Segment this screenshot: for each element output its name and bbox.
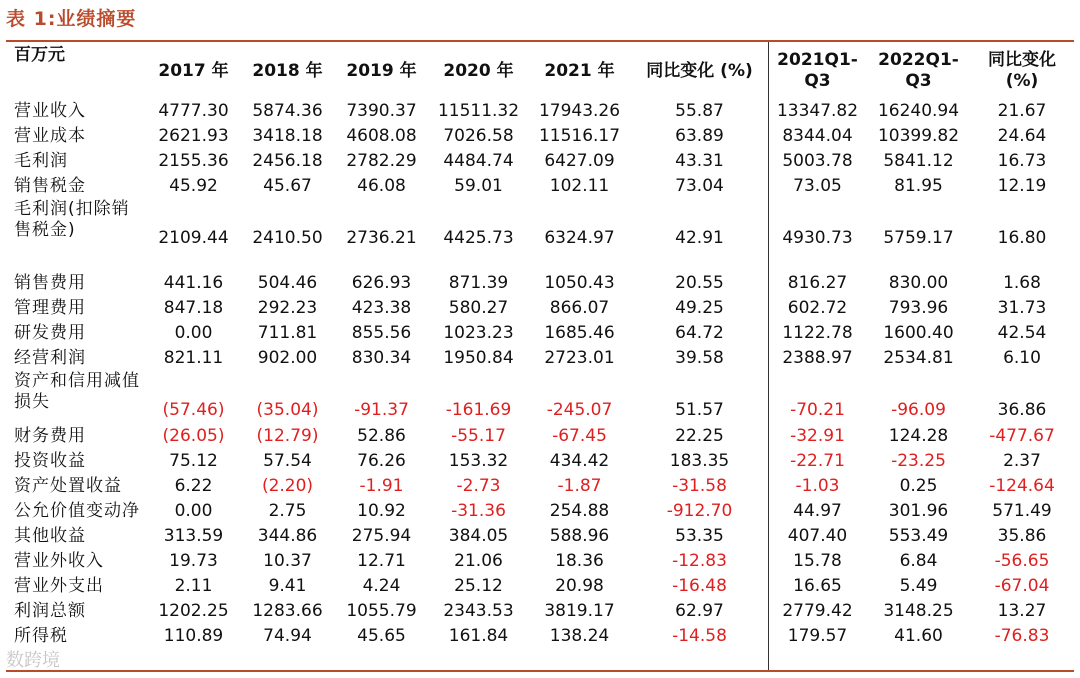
cell-value: 407.40 — [787, 526, 848, 546]
cell-value: -245.07 — [546, 400, 613, 420]
cell-value: 2456.18 — [252, 151, 323, 171]
cell-value: 2782.29 — [346, 151, 417, 171]
cell-value: 12.19 — [997, 176, 1047, 196]
performance-summary-table — [6, 43, 1074, 649]
cell-value: 434.42 — [549, 451, 610, 471]
cell-value: 124.28 — [888, 426, 949, 446]
table-row — [6, 524, 1074, 549]
row-label: 营业外支出 — [14, 576, 104, 596]
cell-value: 4484.74 — [443, 151, 514, 171]
cell-value: 24.64 — [997, 126, 1047, 146]
cell-value: -32.91 — [790, 426, 845, 446]
row-label: 公允价值变动净 — [14, 501, 140, 521]
row-label: 销售税金 — [14, 176, 86, 196]
cell-value: -76.83 — [994, 626, 1050, 646]
table-row — [6, 271, 1074, 296]
table-row — [6, 346, 1074, 371]
header-2017: 2017 年 — [158, 60, 229, 81]
header-2020: 2020 年 — [443, 60, 514, 81]
cell-value: 275.94 — [351, 526, 412, 546]
cell-value: 5874.36 — [252, 101, 323, 121]
cell-value: 292.23 — [257, 298, 318, 318]
cell-value: 183.35 — [669, 451, 730, 471]
table-row — [6, 321, 1074, 346]
cell-value: -14.58 — [672, 626, 727, 646]
cell-value: 36.86 — [997, 400, 1047, 420]
table-row — [6, 424, 1074, 449]
cell-value: 53.35 — [675, 526, 724, 546]
cell-value: 20.55 — [675, 273, 724, 293]
cell-value: 12.71 — [357, 551, 406, 571]
cell-value: -1.87 — [557, 476, 602, 496]
cell-value: 2109.44 — [158, 228, 229, 248]
cell-value: 4930.73 — [782, 228, 853, 248]
header-yoy-annual: 同比变化 (%) — [646, 60, 753, 81]
cell-value: 2.75 — [268, 501, 307, 521]
cell-value: 63.89 — [675, 126, 724, 146]
cell-value: 73.04 — [675, 176, 724, 196]
cell-value: 179.57 — [787, 626, 848, 646]
cell-value: 2534.81 — [883, 348, 954, 368]
row-label: 管理费用 — [14, 298, 86, 318]
cell-value: 45.67 — [263, 176, 312, 196]
cell-value: 45.65 — [357, 626, 406, 646]
cell-value: 74.94 — [263, 626, 312, 646]
cell-value: 51.57 — [675, 400, 724, 420]
cell-value: 793.96 — [888, 298, 949, 318]
cell-value: 76.26 — [357, 451, 406, 471]
header-2018: 2018 年 — [252, 60, 323, 81]
cell-value: -91.37 — [354, 400, 409, 420]
row-label: 所得税 — [14, 626, 68, 646]
cell-value: 11511.32 — [437, 101, 520, 121]
cell-value: 6427.09 — [544, 151, 615, 171]
cell-value: (12.79) — [256, 426, 319, 446]
row-label: 毛利润 — [14, 151, 68, 171]
cell-value: 3819.17 — [544, 601, 615, 621]
header-2021q1q3: 2021Q1-Q3 — [777, 50, 858, 91]
cell-value: 10399.82 — [877, 126, 960, 146]
cell-value: 1055.79 — [346, 601, 417, 621]
cell-value: 816.27 — [787, 273, 848, 293]
row-label: 投资收益 — [14, 451, 86, 471]
cell-value: 2736.21 — [346, 228, 417, 248]
cell-value: 602.72 — [787, 298, 848, 318]
cell-value: 1950.84 — [443, 348, 514, 368]
cell-value: 1283.66 — [252, 601, 323, 621]
cell-value: 504.46 — [257, 273, 318, 293]
cell-value: (26.05) — [162, 426, 225, 446]
cell-value: -2.73 — [456, 476, 501, 496]
table-row — [6, 124, 1074, 149]
cell-value: 866.07 — [549, 298, 610, 318]
cell-value: -67.04 — [994, 576, 1050, 596]
cell-value: 59.01 — [454, 176, 503, 196]
cell-value: -22.71 — [790, 451, 845, 471]
cell-value: -31.58 — [672, 476, 727, 496]
cell-value: 626.93 — [351, 273, 412, 293]
header-unit: 百万元 — [14, 45, 65, 65]
cell-value: 553.49 — [888, 526, 949, 546]
cell-value: 161.84 — [448, 626, 509, 646]
cell-value: 81.95 — [894, 176, 943, 196]
cell-value: 2621.93 — [158, 126, 229, 146]
cell-value: 1685.46 — [544, 323, 615, 343]
cell-value: 5759.17 — [883, 228, 954, 248]
cell-value: -124.64 — [989, 476, 1055, 496]
cell-value: 1023.23 — [443, 323, 514, 343]
cell-value: 5.49 — [899, 576, 938, 596]
cell-value: (57.46) — [162, 400, 225, 420]
cell-value: 4.24 — [362, 576, 401, 596]
cell-value: 871.39 — [448, 273, 509, 293]
cell-value: 7026.58 — [443, 126, 514, 146]
cell-value: 13347.82 — [776, 101, 859, 121]
cell-value: 3418.18 — [252, 126, 323, 146]
table-row — [6, 449, 1074, 474]
cell-value: 20.98 — [555, 576, 604, 596]
cell-value: 6324.97 — [544, 228, 615, 248]
cell-value: 45.92 — [169, 176, 218, 196]
row-label: 经营利润 — [14, 348, 86, 368]
cell-value: 11516.17 — [538, 126, 621, 146]
cell-value: -16.48 — [672, 576, 727, 596]
cell-value: 18.36 — [555, 551, 604, 571]
cell-value: 711.81 — [257, 323, 318, 343]
table-row — [6, 149, 1074, 174]
cell-value: 313.59 — [163, 526, 224, 546]
cell-value: -55.17 — [451, 426, 506, 446]
cell-value: 10.92 — [357, 501, 406, 521]
cell-value: 1600.40 — [883, 323, 954, 343]
table-row — [6, 371, 1074, 424]
cell-value: 15.78 — [793, 551, 842, 571]
cell-value: (35.04) — [256, 400, 319, 420]
cell-value: 2.11 — [174, 576, 213, 596]
cell-value: 2723.01 — [544, 348, 615, 368]
cell-value: 75.12 — [169, 451, 218, 471]
cell-value: 580.27 — [448, 298, 509, 318]
cell-value: 42.54 — [997, 323, 1047, 343]
cell-value: 1202.25 — [158, 601, 229, 621]
cell-value: -67.45 — [552, 426, 607, 446]
cell-value: 2155.36 — [158, 151, 229, 171]
cell-value: 64.72 — [675, 323, 724, 343]
cell-value: 830.34 — [351, 348, 412, 368]
header-2022q1q3: 2022Q1-Q3 — [878, 50, 959, 91]
cell-value: 441.16 — [163, 273, 224, 293]
table-row — [6, 174, 1074, 199]
cell-value: 2.37 — [1003, 451, 1041, 471]
cell-value: 2410.50 — [252, 228, 323, 248]
cell-value: 5003.78 — [782, 151, 853, 171]
table-row — [6, 599, 1074, 624]
row-label: 毛利润(扣除销售税金) — [14, 199, 130, 240]
top-rule — [6, 40, 1074, 42]
cell-value: 102.11 — [549, 176, 610, 196]
cell-value: 1050.43 — [544, 273, 615, 293]
row-label: 营业成本 — [14, 126, 86, 146]
row-label: 营业收入 — [14, 101, 86, 121]
cell-value: 42.91 — [675, 228, 724, 248]
cell-value: -56.65 — [994, 551, 1050, 571]
cell-value: 35.86 — [997, 526, 1047, 546]
cell-value: 22.25 — [675, 426, 724, 446]
cell-value: 25.12 — [454, 576, 503, 596]
cell-value: -31.36 — [451, 501, 506, 521]
cell-value: 8344.04 — [782, 126, 853, 146]
cell-value: 55.87 — [675, 101, 724, 121]
cell-value: 13.27 — [997, 601, 1047, 621]
bottom-rule — [6, 670, 1074, 672]
cell-value: 0.25 — [899, 476, 938, 496]
cell-value: 10.37 — [263, 551, 312, 571]
spacer-row — [6, 252, 1074, 271]
cell-value: 16.65 — [793, 576, 842, 596]
cell-value: 110.89 — [163, 626, 224, 646]
table-row — [6, 296, 1074, 321]
table-row — [6, 574, 1074, 599]
table-row — [6, 549, 1074, 574]
cell-value: 39.58 — [675, 348, 724, 368]
cell-value: 52.86 — [357, 426, 406, 446]
header-yoy-quarterly: 同比变化 (%) — [988, 50, 1056, 91]
cell-value: 16.73 — [997, 151, 1047, 171]
cell-value: 571.49 — [992, 501, 1052, 521]
row-label: 财务费用 — [14, 426, 86, 446]
cell-value: 4425.73 — [443, 228, 514, 248]
cell-value: (2.20) — [261, 476, 314, 496]
cell-value: 138.24 — [549, 626, 610, 646]
cell-value: 0.00 — [174, 501, 213, 521]
cell-value: 3148.25 — [883, 601, 954, 621]
cell-value: 19.73 — [169, 551, 218, 571]
cell-value: 6.22 — [174, 476, 213, 496]
row-label: 其他收益 — [14, 526, 86, 546]
table-row — [6, 499, 1074, 524]
row-label: 资产和信用减值损失 — [14, 371, 140, 412]
table-title: 表 1:业绩摘要 — [6, 8, 137, 30]
cell-value: 9.41 — [268, 576, 307, 596]
cell-value: 847.18 — [163, 298, 224, 318]
table-row — [6, 474, 1074, 499]
table-row — [6, 199, 1074, 252]
cell-value: 57.54 — [263, 451, 312, 471]
cell-value: 830.00 — [888, 273, 949, 293]
cell-value: -96.09 — [891, 400, 946, 420]
cell-value: 855.56 — [351, 323, 412, 343]
cell-value: -23.25 — [891, 451, 946, 471]
cell-value: 821.11 — [163, 348, 224, 368]
column-divider — [768, 42, 769, 670]
header-2021: 2021 年 — [544, 60, 615, 81]
row-label: 资产处置收益 — [14, 476, 122, 496]
cell-value: 7390.37 — [346, 101, 417, 121]
cell-value: 16.80 — [997, 228, 1047, 248]
cell-value: 301.96 — [888, 501, 949, 521]
cell-value: -912.70 — [666, 501, 733, 521]
row-label: 研发费用 — [14, 323, 86, 343]
cell-value: 4608.08 — [346, 126, 417, 146]
cell-value: 588.96 — [549, 526, 610, 546]
header-2019: 2019 年 — [346, 60, 417, 81]
row-label: 利润总额 — [14, 601, 86, 621]
cell-value: 4777.30 — [158, 101, 229, 121]
cell-value: -1.91 — [359, 476, 404, 496]
cell-value: 2343.53 — [443, 601, 514, 621]
cell-value: 6.10 — [1003, 348, 1041, 368]
cell-value: 21.67 — [997, 101, 1047, 121]
watermark: 数跨境 — [6, 650, 60, 671]
cell-value: 0.00 — [174, 323, 213, 343]
cell-value: 41.60 — [894, 626, 943, 646]
cell-value: 384.05 — [448, 526, 509, 546]
row-label: 营业外收入 — [14, 551, 104, 571]
table-row — [6, 624, 1074, 649]
cell-value: 6.84 — [899, 551, 938, 571]
cell-value: 21.06 — [454, 551, 503, 571]
cell-value: -12.83 — [672, 551, 727, 571]
cell-value: 902.00 — [257, 348, 318, 368]
cell-value: 1122.78 — [782, 323, 853, 343]
cell-value: 2388.97 — [782, 348, 853, 368]
cell-value: 344.86 — [257, 526, 318, 546]
cell-value: -161.69 — [445, 400, 512, 420]
cell-value: 153.32 — [448, 451, 509, 471]
cell-value: 2779.42 — [782, 601, 853, 621]
cell-value: 62.97 — [675, 601, 724, 621]
cell-value: -70.21 — [790, 400, 845, 420]
cell-value: 46.08 — [357, 176, 406, 196]
cell-value: 17943.26 — [538, 101, 621, 121]
row-label: 销售费用 — [14, 273, 86, 293]
cell-value: -477.67 — [989, 426, 1055, 446]
cell-value: 16240.94 — [877, 101, 960, 121]
cell-value: 73.05 — [793, 176, 842, 196]
cell-value: 44.97 — [793, 501, 842, 521]
cell-value: 254.88 — [549, 501, 610, 521]
cell-value: 49.25 — [675, 298, 724, 318]
cell-value: -1.03 — [795, 476, 840, 496]
header-row — [6, 43, 1074, 99]
cell-value: 1.68 — [1003, 273, 1041, 293]
cell-value: 423.38 — [351, 298, 412, 318]
cell-value: 31.73 — [997, 298, 1047, 318]
cell-value: 5841.12 — [883, 151, 954, 171]
cell-value: 43.31 — [675, 151, 724, 171]
table-row — [6, 99, 1074, 124]
